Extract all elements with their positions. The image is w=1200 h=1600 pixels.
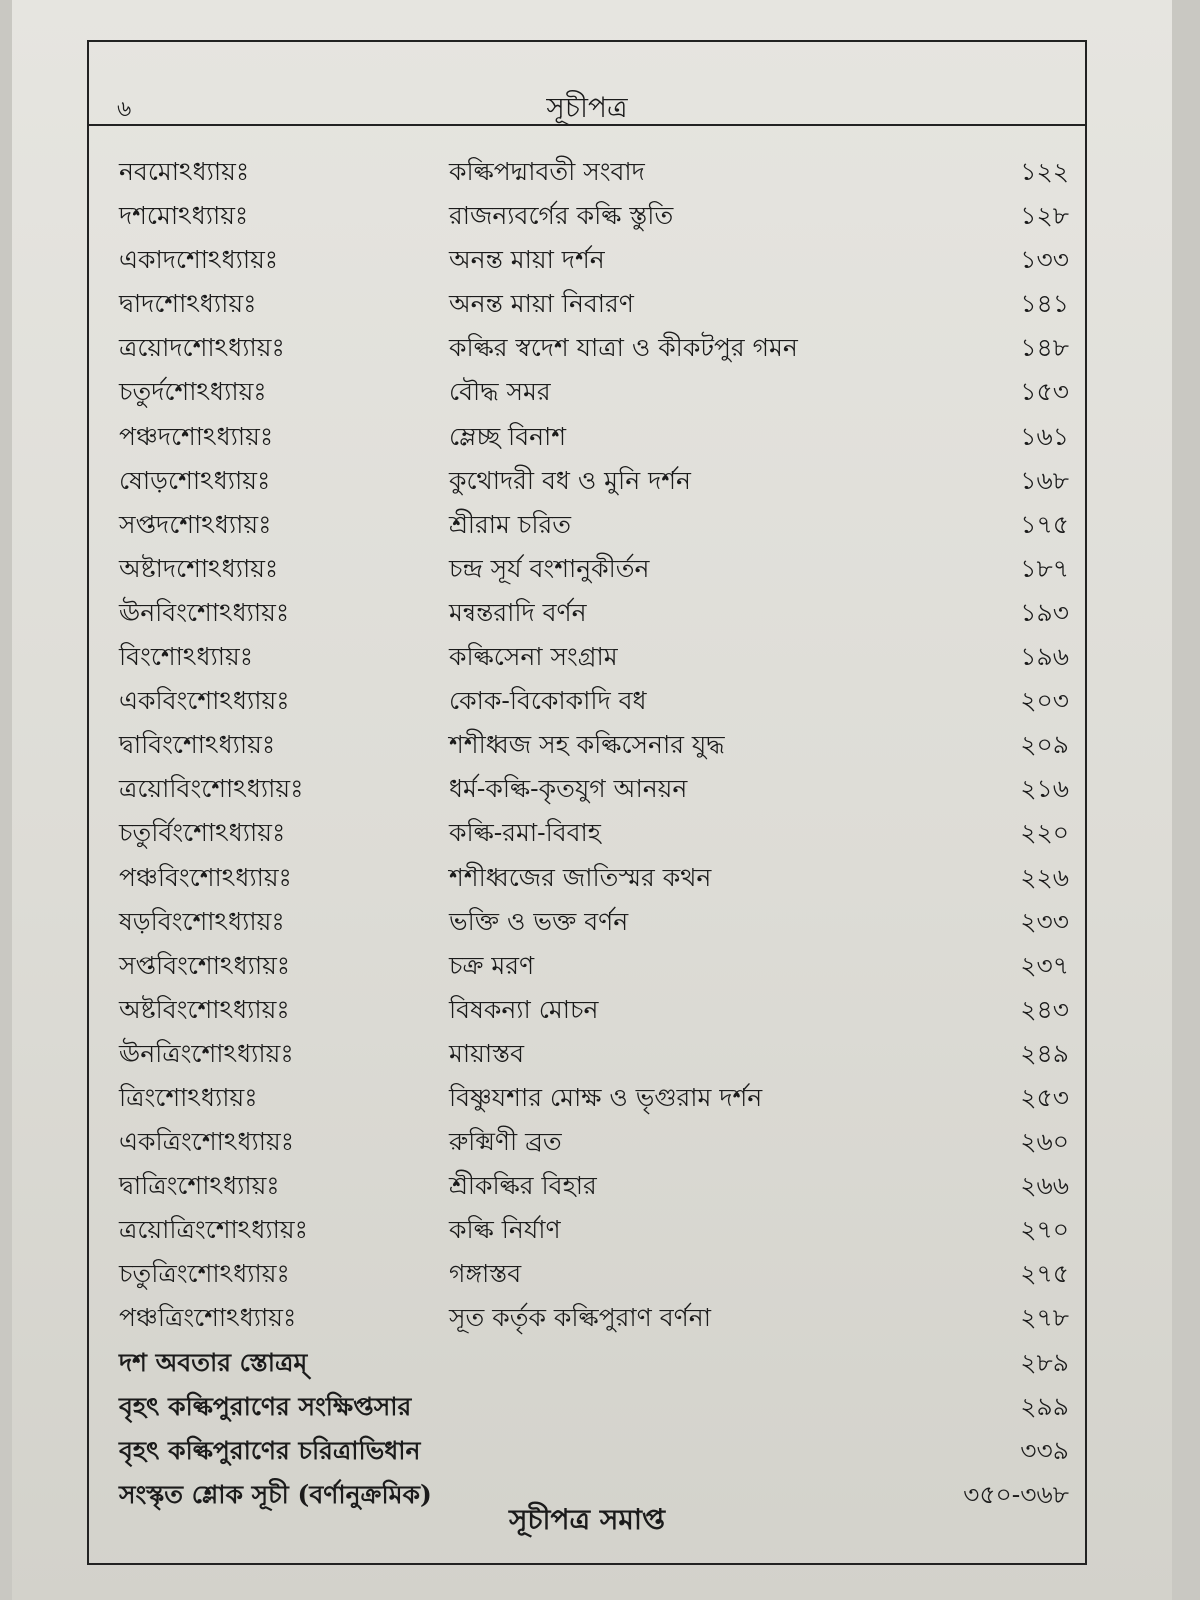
toc-row: [119, 366, 1069, 410]
chapter-name: ত্রিংশোঽধ্যায়ঃ: [119, 1082, 258, 1112]
chapter-name: ত্রয়োবিংশোঽধ্যায়ঃ: [119, 774, 304, 804]
toc-row: [119, 455, 1069, 499]
toc-row: [119, 719, 1069, 763]
page-reference: ১৬১: [1020, 421, 1069, 451]
chapter-name: ষড়বিংশোঽধ্যায়ঃ: [119, 906, 285, 936]
chapter-name: দশমোঽধ্যায়ঃ: [119, 201, 249, 231]
chapter-name: দশ অবতার স্তোত্রম্: [119, 1347, 308, 1377]
toc-row: [119, 1072, 1069, 1116]
chapter-name: ত্রয়োদশোঽধ্যায়ঃ: [119, 333, 285, 363]
page-reference: ২৪৩: [1020, 994, 1069, 1024]
page-title: সূচীপত্র: [546, 91, 628, 124]
page-reference: ১৭৫: [1020, 509, 1069, 539]
page-reference: ২৭৮: [1020, 1303, 1069, 1333]
chapter-topic: শশীধ্বজের জাতিস্মর কথন: [449, 862, 712, 892]
chapter-name: একবিংশোঽধ্যায়ঃ: [119, 686, 290, 716]
page-reference: ১৯৬: [1020, 642, 1069, 672]
chapter-topic: রাজন্যবর্গের কল্কি স্তুতি: [449, 201, 674, 231]
chapter-name: একত্রিংশোঽধ্যায়ঃ: [119, 1127, 295, 1157]
header-divider: [89, 124, 1085, 126]
page-reference: ২০৯: [1020, 730, 1069, 760]
page-reference: ২২০: [1020, 818, 1069, 848]
toc-row: [119, 1204, 1069, 1248]
toc-row: [119, 543, 1069, 587]
chapter-topic: চক্র মরণ: [449, 950, 535, 980]
chapter-name: বিংশোঽধ্যায়ঃ: [119, 642, 254, 672]
chapter-name: সংস্কৃত শ্লোক সূচী (বর্ণানুক্রমিক): [119, 1479, 432, 1509]
chapter-topic: মন্বন্তরাদি বর্ণন: [449, 597, 587, 627]
page-reference: ২৭০: [1020, 1215, 1069, 1245]
page-reference: ১৪৮: [1020, 333, 1069, 363]
page-reference: ২৩৩: [1020, 906, 1069, 936]
page-reference: ২৪৯: [1020, 1038, 1069, 1068]
page-reference: ১৯৩: [1020, 597, 1069, 627]
page-reference: ২৫৩: [1020, 1082, 1069, 1112]
chapter-topic: কল্কিপদ্মাবতী সংবাদ: [449, 157, 645, 186]
toc-row: [119, 984, 1069, 1028]
page-reference: ২০৩: [1020, 686, 1069, 716]
page-reference: ১৫৩: [1020, 377, 1069, 407]
chapter-topic: ধর্ম-কল্কি-কৃতযুগ আনয়ন: [449, 774, 688, 804]
chapter-topic: সূত কর্তৃক কল্কিপুরাণ বর্ণনা: [449, 1303, 711, 1333]
page-reference: ৩৫০-৩৬৮: [963, 1479, 1069, 1509]
toc-row: [119, 411, 1069, 455]
toc-row: [119, 896, 1069, 940]
chapter-topic: বৌদ্ধ সমর: [449, 377, 551, 407]
chapter-topic: কল্কি-রমা-বিবাহ: [449, 818, 601, 848]
chapter-topic: ভক্তি ও ভক্ত বর্ণন: [449, 906, 629, 936]
chapter-topic: কুথোদরী বধ ও মুনি দর্শন: [449, 465, 691, 495]
table-of-contents: [119, 146, 1069, 1513]
page-reference: ১২৮: [1020, 201, 1069, 231]
toc-row: [119, 234, 1069, 278]
page-reference: ২৬৬: [1020, 1171, 1069, 1201]
chapter-topic: রুক্মিণী ব্রত: [449, 1127, 562, 1157]
chapter-name: বৃহৎ কল্কিপুরাণের চরিত্রাভিধান: [119, 1435, 421, 1465]
page-border: [87, 40, 1087, 1565]
chapter-name: দ্বাবিংশোঽধ্যায়ঃ: [119, 730, 276, 760]
chapter-topic: বিষকন্যা মোচন: [449, 994, 599, 1024]
toc-row: [119, 807, 1069, 851]
toc-row: [119, 1116, 1069, 1160]
chapter-name: নবমোঽধ্যায়ঃ: [119, 157, 250, 186]
chapter-name: অষ্টবিংশোঽধ্যায়ঃ: [119, 994, 290, 1024]
toc-row: [119, 852, 1069, 896]
footer-text: সূচীপত্র সমাপ্ত: [508, 1503, 666, 1536]
chapter-name: সপ্তবিংশোঽধ্যায়ঃ: [119, 950, 291, 980]
toc-row: [119, 190, 1069, 234]
page-reference: ১৩৩: [1020, 245, 1069, 275]
chapter-topic: ম্লেচ্ছ বিনাশ: [449, 421, 567, 451]
page-reference: ২৯৯: [1020, 1391, 1069, 1421]
page-reference: ৩৩৯: [1020, 1435, 1069, 1465]
chapter-topic: অনন্ত মায়া দর্শন: [449, 245, 605, 275]
chapter-name: ঊনত্রিংশোঽধ্যায়ঃ: [119, 1038, 294, 1068]
chapter-name: অষ্টাদশোঽধ্যায়ঃ: [119, 553, 279, 583]
chapter-topic: শশীধ্বজ সহ কল্কিসেনার যুদ্ধ: [449, 730, 725, 760]
chapter-name: ত্রয়োত্রিংশোঽধ্যায়ঃ: [119, 1215, 308, 1245]
chapter-name: চতুত্রিংশোঽধ্যায়ঃ: [119, 1259, 290, 1289]
toc-row: [119, 1028, 1069, 1072]
chapter-topic: মায়াস্তব: [449, 1038, 525, 1068]
toc-row: [119, 1292, 1069, 1336]
chapter-name: দ্বাত্রিংশোঽধ্যায়ঃ: [119, 1171, 280, 1201]
chapter-name: সপ্তদশোঽধ্যায়ঃ: [119, 509, 272, 539]
chapter-topic: কোক-বিকোকাদি বধ: [449, 686, 647, 716]
toc-row: [119, 1248, 1069, 1292]
page-reference: ২৩৭: [1020, 950, 1069, 980]
chapter-name: পঞ্চদশোঽধ্যায়ঃ: [119, 421, 274, 451]
chapter-name: ষোড়শোঽধ্যায়ঃ: [119, 465, 271, 495]
toc-row: [119, 675, 1069, 719]
page-reference: ১৬৮: [1020, 465, 1069, 495]
book-page: [12, 0, 1172, 1600]
toc-row: [119, 763, 1069, 807]
page-reference: ২৮৯: [1020, 1347, 1069, 1377]
page-reference: ১২২: [1020, 157, 1069, 186]
chapter-topic: কল্কিসেনা সংগ্রাম: [449, 642, 618, 672]
chapter-name: দ্বাদশোঽধ্যায়ঃ: [119, 289, 257, 319]
chapter-name: বৃহৎ কল্কিপুরাণের সংক্ষিপ্তসার: [119, 1391, 412, 1421]
toc-row: [119, 631, 1069, 675]
chapter-topic: কল্কির স্বদেশ যাত্রা ও কীকটপুর গমন: [449, 333, 798, 363]
chapter-topic: অনন্ত মায়া নিবারণ: [449, 289, 634, 319]
toc-row: [119, 146, 1069, 190]
toc-row: [119, 1425, 1069, 1469]
chapter-topic: গঙ্গাস্তব: [449, 1259, 522, 1289]
toc-row: [119, 278, 1069, 322]
chapter-name: পঞ্চত্রিংশোঽধ্যায়ঃ: [119, 1303, 297, 1333]
chapter-name: চতুর্বিংশোঽধ্যায়ঃ: [119, 818, 286, 848]
toc-row: [119, 587, 1069, 631]
toc-row: [119, 1160, 1069, 1204]
chapter-topic: চন্দ্র সূর্য বংশানুকীর্তন: [449, 553, 650, 583]
chapter-name: চতুর্দশোঽধ্যায়ঃ: [119, 377, 267, 407]
page-reference: ২১৬: [1020, 774, 1069, 804]
chapter-topic: শ্রীরাম চরিত: [449, 509, 571, 539]
page-number: ৬: [117, 97, 132, 122]
chapter-name: পঞ্চবিংশোঽধ্যায়ঃ: [119, 862, 292, 892]
chapter-topic: শ্রীকল্কির বিহার: [449, 1171, 597, 1201]
toc-row: [119, 940, 1069, 984]
chapter-name: ঊনবিংশোঽধ্যায়ঃ: [119, 597, 290, 627]
toc-row: [119, 322, 1069, 366]
page-reference: ১৮৭: [1020, 553, 1069, 583]
toc-row: [119, 1381, 1069, 1425]
page-reference: ২৬০: [1020, 1127, 1069, 1157]
page-reference: ২২৬: [1020, 862, 1069, 892]
chapter-topic: বিষ্ণুযশার মোক্ষ ও ভৃগুরাম দর্শন: [449, 1082, 763, 1112]
page-reference: ২৭৫: [1020, 1259, 1069, 1289]
chapter-name: একাদশোঽধ্যায়ঃ: [119, 245, 279, 275]
page-reference: ১৪১: [1020, 289, 1069, 319]
toc-row: [119, 499, 1069, 543]
chapter-topic: কল্কি নির্যাণ: [449, 1215, 561, 1245]
toc-row: [119, 1337, 1069, 1381]
